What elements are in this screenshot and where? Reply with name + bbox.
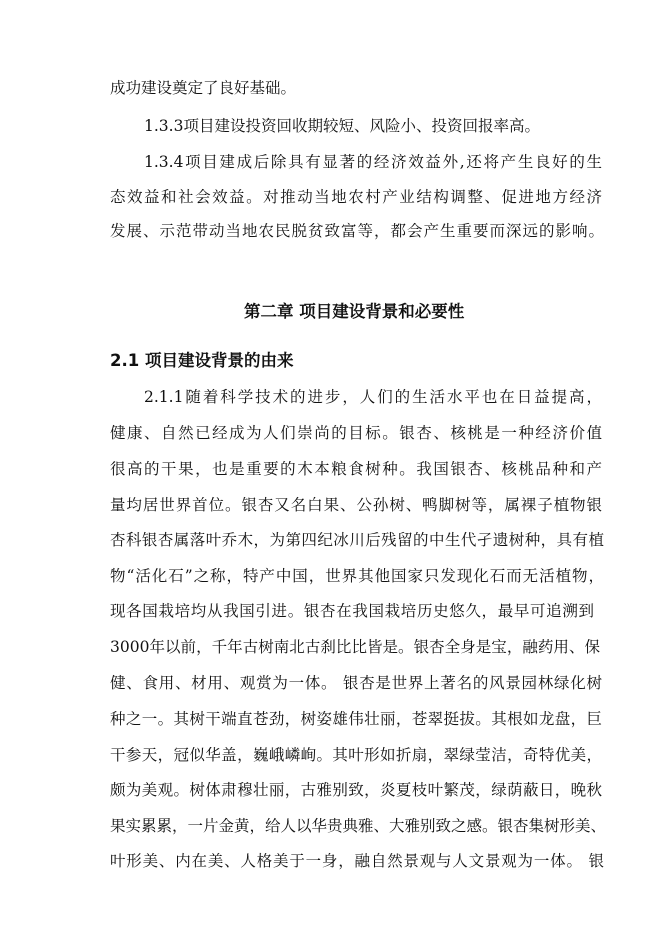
- text-line: 干参天，冠似华盖，巍峨嶙峋。其叶形如折扇，翠绿莹洁，奇特优美，: [110, 746, 602, 764]
- text-line: 量均居世界首位。银杏又名白果、公孙树、鸭脚树等，属裸子植物银: [110, 496, 602, 514]
- chapter-title: 第二章 项目建设背景和必要性: [244, 302, 465, 321]
- text-line: 种之一。其树干端直苍劲，树姿雄伟壮丽，苍翠挺拔。其根如龙盘，巨: [110, 710, 602, 728]
- text-line: 成功建设奠定了良好基础。: [110, 79, 297, 97]
- text-line: 2.1.1随着科学技术的进步，人们的生活水平也在日益提高，: [144, 388, 602, 406]
- text-line: 发展、示范带动当地农民脱贫致富等，都会产生重要而深远的影响。: [110, 222, 604, 240]
- text-line: 态效益和社会效益。对推动当地农村产业结构调整、促进地方经济: [110, 188, 602, 206]
- text-line: 杏科银杏属落叶乔木，为第四纪冰川后残留的中生代孑遗树种，具有植: [110, 531, 604, 549]
- text-line: 1.3.4项目建成后除具有显著的经济效益外,还将产生良好的生: [144, 153, 602, 171]
- section-title: 2.1 项目建设背景的由来: [110, 351, 294, 370]
- text-line: 3000年以前，千年古树南北古刹比比皆是。银杏全身是宝，融药用、保: [110, 638, 600, 656]
- text-line: 现各国栽培均从我国引进。银杏在我国栽培历史悠久，最早可追溯到: [110, 602, 594, 620]
- text-line: 叶形美、内在美、人格美于一身，融自然景观与人文景观为一体。 银: [110, 852, 604, 870]
- text-line: 很高的干果，也是重要的木本粮食树种。我国银杏、核桃品种和产: [110, 460, 602, 478]
- text-line: 果实累累，一片金黄，给人以华贵典雅、大雅别致之感。银杏集树形美、: [110, 817, 607, 835]
- text-line: 物“活化石”之称，特产中国，世界其他国家只发现化石而无活植物，: [110, 567, 604, 585]
- text-line: 1.3.3项目建设投资回收期较短、风险小、投资回报率高。: [144, 117, 540, 135]
- text-line: 颇为美观。树体肃穆壮丽，古雅别致，炎夏枝叶繁茂，绿荫蔽日，晚秋: [110, 781, 602, 799]
- text-line: 健、食用、材用、观赏为一体。 银杏是世界上著名的风景园林绿化树: [110, 674, 602, 692]
- text-line: 健康、自然已经成为人们崇尚的目标。银杏、核桃是一种经济价值: [110, 424, 602, 442]
